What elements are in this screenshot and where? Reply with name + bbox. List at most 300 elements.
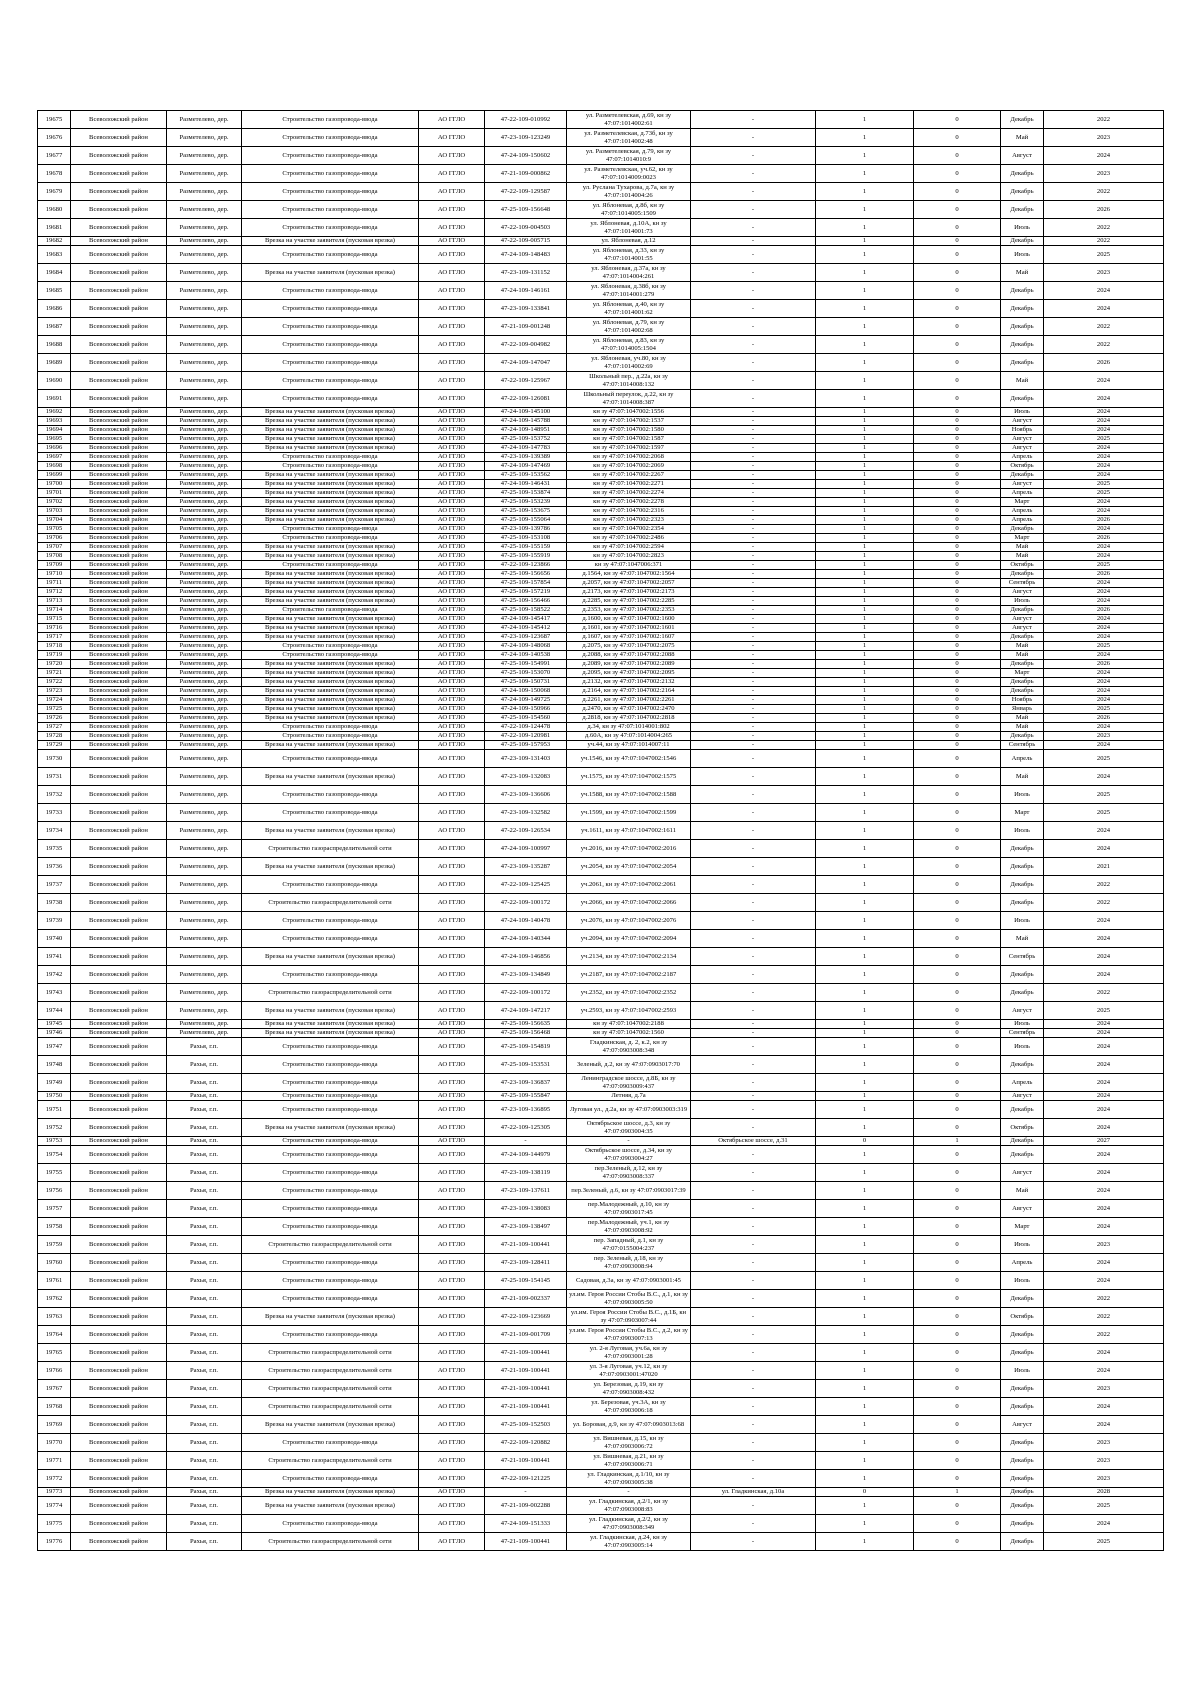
cell-district: Всеволожский район (71, 669, 167, 678)
cell-row-number: 19748 (38, 1056, 71, 1074)
cell-count-with-application: 1 (816, 507, 914, 516)
table-row (38, 1272, 1164, 1290)
cell-address-no-application: - (691, 129, 816, 147)
table-row (38, 750, 1164, 768)
table-row (38, 714, 1164, 723)
cell-settlement: Разметелево, дер. (167, 705, 242, 714)
cell-settlement: Разметелево, дер. (167, 858, 242, 876)
cell-count-without-application: 0 (914, 129, 1001, 147)
cell-application-number: 47-24-109-144979 (485, 1146, 567, 1164)
table-row (38, 1218, 1164, 1236)
cell-year: 2023 (1044, 165, 1164, 183)
cell-work-type: Строительство газораспределительной сети (242, 1398, 419, 1416)
cell-month: Август (1001, 480, 1044, 489)
cell-count-without-application: 0 (914, 543, 1001, 552)
cell-year: 2024 (1044, 588, 1164, 597)
cell-work-type: Строительство газораспределительной сети (242, 1452, 419, 1470)
cell-address-cadastral: ул. Гладкинская, д.2/1, кн зу 47:07:0903008:83 (567, 1497, 691, 1515)
cell-address-cadastral: ул. Разметелевская, д.73б, кн зу 47:07:1014002:48 (567, 129, 691, 147)
cell-settlement: Разметелево, дер. (167, 750, 242, 768)
cell-row-number: 19693 (38, 417, 71, 426)
cell-work-type: Строительство газопровода-ввода (242, 354, 419, 372)
cell-count-with-application: 1 (816, 768, 914, 786)
cell-application-number: 47-25-109-157219 (485, 588, 567, 597)
cell-count-without-application: 0 (914, 1236, 1001, 1254)
cell-count-with-application: 1 (816, 300, 914, 318)
cell-application-number: 47-23-109-132582 (485, 804, 567, 822)
table-row (38, 246, 1164, 264)
table-row (38, 1470, 1164, 1488)
cell-address-no-application: - (691, 1119, 816, 1137)
cell-row-number: 19738 (38, 894, 71, 912)
cell-address-no-application: - (691, 354, 816, 372)
cell-settlement: Разметелево, дер. (167, 237, 242, 246)
cell-district: Всеволожский район (71, 1137, 167, 1146)
cell-year: 2026 (1044, 606, 1164, 615)
cell-month: Март (1001, 669, 1044, 678)
table-row (38, 705, 1164, 714)
cell-organization: АО ГГЛО (419, 750, 485, 768)
cell-address-cadastral: ул.им. Героя России Стобы В.С., д.1, кн зу 47:07:0903005:50 (567, 1290, 691, 1308)
cell-month: Апрель (1001, 750, 1044, 768)
cell-address-no-application: - (691, 453, 816, 462)
cell-address-no-application: - (691, 1380, 816, 1398)
cell-district: Всеволожский район (71, 390, 167, 408)
cell-settlement: Рахья, г.п. (167, 1290, 242, 1308)
cell-organization: АО ГГЛО (419, 372, 485, 390)
cell-month: Ноябрь (1001, 696, 1044, 705)
cell-application-number: 47-25-109-156466 (485, 597, 567, 606)
cell-organization: АО ГГЛО (419, 435, 485, 444)
cell-settlement: Разметелево, дер. (167, 417, 242, 426)
cell-settlement: Рахья, г.п. (167, 1164, 242, 1182)
cell-work-type: Строительство газопровода-ввода (242, 300, 419, 318)
table-row (38, 318, 1164, 336)
cell-year: 2023 (1044, 1470, 1164, 1488)
cell-year: 2024 (1044, 147, 1164, 165)
cell-settlement: Разметелево, дер. (167, 453, 242, 462)
cell-row-number: 19733 (38, 804, 71, 822)
cell-work-type: Строительство газопровода-ввода (242, 1101, 419, 1119)
cell-count-with-application: 1 (816, 678, 914, 687)
cell-district: Всеволожский район (71, 633, 167, 642)
cell-address-no-application: - (691, 732, 816, 741)
cell-month: Октябрь (1001, 1308, 1044, 1326)
cell-year: 2024 (1044, 1056, 1164, 1074)
cell-address-cadastral: ул. Яблоневая, д.8б, кн зу 47:07:1014005:1509 (567, 201, 691, 219)
table-row (38, 588, 1164, 597)
table-row (38, 579, 1164, 588)
cell-settlement: Разметелево, дер. (167, 372, 242, 390)
cell-address-cadastral: д.2470, кн зу 47:07:1047002:2470 (567, 705, 691, 714)
cell-address-no-application: - (691, 894, 816, 912)
cell-address-no-application: - (691, 183, 816, 201)
cell-work-type: Врезка на участке заявителя (пусковая врезка) (242, 516, 419, 525)
cell-row-number: 19774 (38, 1497, 71, 1515)
cell-row-number: 19753 (38, 1137, 71, 1146)
cell-work-type: Врезка на участке заявителя (пусковая врезка) (242, 471, 419, 480)
cell-work-type: Врезка на участке заявителя (пусковая врезка) (242, 615, 419, 624)
cell-application-number: 47-25-109-156656 (485, 570, 567, 579)
cell-organization: АО ГГЛО (419, 1137, 485, 1146)
cell-district: Всеволожский район (71, 723, 167, 732)
cell-count-with-application: 1 (816, 525, 914, 534)
cell-row-number: 19678 (38, 165, 71, 183)
cell-district: Всеволожский район (71, 750, 167, 768)
cell-row-number: 19767 (38, 1380, 71, 1398)
cell-address-no-application: - (691, 840, 816, 858)
cell-year: 2024 (1044, 543, 1164, 552)
cell-district: Всеволожский район (71, 1470, 167, 1488)
cell-district: Всеволожский район (71, 408, 167, 417)
cell-row-number: 19701 (38, 489, 71, 498)
cell-work-type: Строительство газопровода-ввода (242, 1200, 419, 1218)
cell-work-type: Строительство газораспределительной сети (242, 894, 419, 912)
cell-month: Июль (1001, 219, 1044, 237)
cell-address-no-application: - (691, 624, 816, 633)
cell-year: 2024 (1044, 1254, 1164, 1272)
cell-settlement: Разметелево, дер. (167, 282, 242, 300)
cell-application-number: 47-21-109-100441 (485, 1344, 567, 1362)
cell-address-cadastral: ул. Яблоневая, д.12 (567, 237, 691, 246)
cell-address-cadastral: кн зу 47:07:1047002:2068 (567, 453, 691, 462)
cell-year: 2025 (1044, 561, 1164, 570)
cell-count-with-application: 1 (816, 597, 914, 606)
cell-address-cadastral: ул. Яблоневая, д.37а, кн зу 47:07:1014004:261 (567, 264, 691, 282)
cell-month: Август (1001, 588, 1044, 597)
cell-row-number: 19728 (38, 732, 71, 741)
cell-organization: АО ГГЛО (419, 219, 485, 237)
cell-work-type: Строительство газопровода-ввода (242, 525, 419, 534)
cell-application-number: 47-22-109-005715 (485, 237, 567, 246)
cell-address-cadastral: д.1564, кн зу 47:07:1047002:1564 (567, 570, 691, 579)
table-row (38, 597, 1164, 606)
cell-count-with-application: 1 (816, 1164, 914, 1182)
cell-row-number: 19764 (38, 1326, 71, 1344)
cell-application-number: 47-24-109-148483 (485, 246, 567, 264)
cell-month: Июль (1001, 246, 1044, 264)
cell-count-without-application: 0 (914, 750, 1001, 768)
cell-application-number: 47-24-109-140478 (485, 912, 567, 930)
cell-settlement: Разметелево, дер. (167, 435, 242, 444)
cell-month: Декабрь (1001, 1497, 1044, 1515)
cell-work-type: Строительство газопровода-ввода (242, 1470, 419, 1488)
cell-address-cadastral: Ленинградское шоссе, д.8Б, кн зу 47:07:0903009:437 (567, 1074, 691, 1092)
cell-count-with-application: 1 (816, 264, 914, 282)
cell-application-number: 47-22-109-125305 (485, 1119, 567, 1137)
cell-row-number: 19729 (38, 741, 71, 750)
cell-work-type: Строительство газопровода-ввода (242, 606, 419, 615)
table-row (38, 354, 1164, 372)
cell-settlement: Рахья, г.п. (167, 1137, 242, 1146)
cell-count-without-application: 0 (914, 597, 1001, 606)
cell-address-no-application: - (691, 1254, 816, 1272)
cell-work-type: Врезка на участке заявителя (пусковая врезка) (242, 714, 419, 723)
cell-application-number: 47-23-109-139389 (485, 453, 567, 462)
table-row (38, 840, 1164, 858)
cell-year: 2022 (1044, 894, 1164, 912)
cell-address-no-application: - (691, 948, 816, 966)
cell-settlement: Разметелево, дер. (167, 165, 242, 183)
cell-year: 2024 (1044, 462, 1164, 471)
cell-work-type: Строительство газопровода-ввода (242, 723, 419, 732)
cell-count-without-application: 0 (914, 1056, 1001, 1074)
cell-organization: АО ГГЛО (419, 1101, 485, 1119)
cell-row-number: 19771 (38, 1452, 71, 1470)
cell-organization: АО ГГЛО (419, 516, 485, 525)
cell-settlement: Разметелево, дер. (167, 984, 242, 1002)
cell-address-no-application: - (691, 606, 816, 615)
cell-address-no-application: - (691, 336, 816, 354)
cell-count-with-application: 1 (816, 1398, 914, 1416)
cell-year: 2025 (1044, 1533, 1164, 1551)
cell-count-without-application: 0 (914, 858, 1001, 876)
cell-count-without-application: 0 (914, 678, 1001, 687)
cell-month: Апрель (1001, 516, 1044, 525)
cell-month: Август (1001, 417, 1044, 426)
cell-address-no-application: - (691, 822, 816, 840)
cell-month: Август (1001, 624, 1044, 633)
cell-settlement: Разметелево, дер. (167, 786, 242, 804)
cell-district: Всеволожский район (71, 237, 167, 246)
cell-count-with-application: 1 (816, 804, 914, 822)
cell-settlement: Рахья, г.п. (167, 1416, 242, 1434)
cell-month: Июль (1001, 1236, 1044, 1254)
cell-row-number: 19705 (38, 525, 71, 534)
cell-organization: АО ГГЛО (419, 552, 485, 561)
cell-work-type: Строительство газопровода-ввода (242, 1038, 419, 1056)
cell-district: Всеволожский район (71, 741, 167, 750)
cell-row-number: 19697 (38, 453, 71, 462)
cell-address-cadastral: уч.44, кн зу 47:07:1014007:11 (567, 741, 691, 750)
cell-year: 2024 (1044, 1344, 1164, 1362)
cell-application-number: 47-25-109-150731 (485, 678, 567, 687)
cell-year: 2024 (1044, 1074, 1164, 1092)
cell-month: Декабрь (1001, 984, 1044, 1002)
cell-organization: АО ГГЛО (419, 1002, 485, 1020)
cell-address-no-application: - (691, 1236, 816, 1254)
cell-settlement: Разметелево, дер. (167, 390, 242, 408)
cell-count-without-application: 0 (914, 696, 1001, 705)
cell-address-no-application: - (691, 1038, 816, 1056)
cell-work-type: Строительство газопровода-ввода (242, 111, 419, 129)
cell-application-number: 47-21-109-001709 (485, 1326, 567, 1344)
cell-address-no-application: - (691, 1416, 816, 1434)
cell-count-with-application: 1 (816, 543, 914, 552)
cell-address-no-application: - (691, 696, 816, 705)
cell-organization: АО ГГЛО (419, 1362, 485, 1380)
cell-work-type: Врезка на участке заявителя (пусковая врезка) (242, 480, 419, 489)
table-row (38, 606, 1164, 615)
cell-district: Всеволожский район (71, 1533, 167, 1551)
cell-month: Декабрь (1001, 183, 1044, 201)
cell-row-number: 19772 (38, 1470, 71, 1488)
table-row (38, 1074, 1164, 1092)
cell-count-without-application: 0 (914, 1515, 1001, 1533)
cell-district: Всеволожский район (71, 948, 167, 966)
cell-district: Всеволожский район (71, 489, 167, 498)
table-row (38, 471, 1164, 480)
cell-address-cadastral: ул. Березовая, уч.3А, кн зу 47:07:0903006:18 (567, 1398, 691, 1416)
cell-row-number: 19749 (38, 1074, 71, 1092)
cell-address-no-application: ул. Гладкинская, д.10а (691, 1488, 816, 1497)
cell-count-without-application: 0 (914, 633, 1001, 642)
cell-work-type: Строительство газопровода-ввода (242, 534, 419, 543)
cell-row-number: 19757 (38, 1200, 71, 1218)
cell-row-number: 19715 (38, 615, 71, 624)
cell-application-number: 47-21-109-100441 (485, 1533, 567, 1551)
cell-address-no-application: - (691, 804, 816, 822)
cell-year: 2024 (1044, 678, 1164, 687)
cell-district: Всеволожский район (71, 579, 167, 588)
cell-address-cadastral: д.1607, кн зу 47:07:1047002:1607 (567, 633, 691, 642)
cell-settlement: Рахья, г.п. (167, 1218, 242, 1236)
cell-district: Всеволожский район (71, 201, 167, 219)
cell-count-without-application: 0 (914, 1092, 1001, 1101)
cell-count-without-application: 0 (914, 822, 1001, 840)
cell-application-number: 47-21-109-100441 (485, 1398, 567, 1416)
cell-month: Январь (1001, 705, 1044, 714)
cell-month: Май (1001, 129, 1044, 147)
cell-count-with-application: 1 (816, 183, 914, 201)
cell-count-without-application: 0 (914, 1146, 1001, 1164)
cell-year: 2024 (1044, 1362, 1164, 1380)
cell-count-with-application: 1 (816, 1272, 914, 1290)
cell-district: Всеволожский район (71, 768, 167, 786)
cell-month: Декабрь (1001, 300, 1044, 318)
cell-application-number: 47-25-109-155159 (485, 543, 567, 552)
cell-application-number: 47-22-109-010992 (485, 111, 567, 129)
cell-row-number: 19735 (38, 840, 71, 858)
cell-address-no-application: - (691, 1497, 816, 1515)
cell-organization: АО ГГЛО (419, 768, 485, 786)
cell-count-with-application: 1 (816, 165, 914, 183)
cell-year: 2024 (1044, 471, 1164, 480)
cell-application-number: 47-25-109-153070 (485, 669, 567, 678)
cell-application-number: 47-23-109-131403 (485, 750, 567, 768)
cell-district: Всеволожский район (71, 462, 167, 471)
cell-address-no-application: - (691, 237, 816, 246)
cell-address-no-application: - (691, 552, 816, 561)
cell-address-no-application: - (691, 219, 816, 237)
cell-address-no-application: - (691, 1164, 816, 1182)
cell-application-number: 47-21-109-100441 (485, 1362, 567, 1380)
cell-count-without-application: 0 (914, 219, 1001, 237)
cell-work-type: Врезка на участке заявителя (пусковая врезка) (242, 858, 419, 876)
cell-organization: АО ГГЛО (419, 1380, 485, 1398)
cell-application-number: 47-25-109-154145 (485, 1272, 567, 1290)
cell-organization: АО ГГЛО (419, 714, 485, 723)
table-row (38, 219, 1164, 237)
cell-address-cadastral: д.2164, кн зу 47:07:1047002:2164 (567, 687, 691, 696)
cell-district: Всеволожский район (71, 804, 167, 822)
cell-address-no-application: - (691, 570, 816, 579)
cell-count-with-application: 1 (816, 1254, 914, 1272)
cell-row-number: 19723 (38, 687, 71, 696)
cell-application-number: 47-22-109-004982 (485, 336, 567, 354)
cell-district: Всеволожский район (71, 966, 167, 984)
cell-year: 2024 (1044, 1182, 1164, 1200)
cell-organization: АО ГГЛО (419, 1344, 485, 1362)
cell-row-number: 19752 (38, 1119, 71, 1137)
cell-organization: АО ГГЛО (419, 597, 485, 606)
cell-district: Всеволожский район (71, 1002, 167, 1020)
cell-month: Март (1001, 534, 1044, 543)
table-row (38, 1497, 1164, 1515)
table-row (38, 444, 1164, 453)
cell-work-type: Врезка на участке заявителя (пусковая врезка) (242, 417, 419, 426)
cell-district: Всеволожский район (71, 1254, 167, 1272)
cell-row-number: 19773 (38, 1488, 71, 1497)
cell-row-number: 19688 (38, 336, 71, 354)
cell-organization: АО ГГЛО (419, 1119, 485, 1137)
cell-work-type: Врезка на участке заявителя (пусковая врезка) (242, 669, 419, 678)
cell-year: 2024 (1044, 948, 1164, 966)
cell-month: Март (1001, 498, 1044, 507)
cell-district: Всеволожский район (71, 354, 167, 372)
cell-month: Август (1001, 1200, 1044, 1218)
cell-settlement: Разметелево, дер. (167, 1029, 242, 1038)
table-row (38, 1380, 1164, 1398)
cell-row-number: 19695 (38, 435, 71, 444)
cell-organization: АО ГГЛО (419, 804, 485, 822)
cell-work-type: Врезка на участке заявителя (пусковая врезка) (242, 948, 419, 966)
cell-organization: АО ГГЛО (419, 1470, 485, 1488)
cell-district: Всеволожский район (71, 840, 167, 858)
cell-row-number: 19694 (38, 426, 71, 435)
cell-organization: АО ГГЛО (419, 579, 485, 588)
cell-month: Декабрь (1001, 525, 1044, 534)
cell-address-cadastral: д.2075, кн зу 47:07:1047002:2075 (567, 642, 691, 651)
cell-organization: АО ГГЛО (419, 147, 485, 165)
cell-district: Всеволожский район (71, 615, 167, 624)
cell-address-cadastral: ул. Боровая, д.9, кн зу 47:07:0903013:68 (567, 1416, 691, 1434)
table-row (38, 1146, 1164, 1164)
cell-settlement: Разметелево, дер. (167, 408, 242, 417)
table-row (38, 741, 1164, 750)
cell-row-number: 19727 (38, 723, 71, 732)
cell-month: Декабрь (1001, 1398, 1044, 1416)
cell-settlement: Рахья, г.п. (167, 1200, 242, 1218)
cell-district: Всеволожский район (71, 1074, 167, 1092)
cell-count-without-application: 0 (914, 1218, 1001, 1236)
cell-month: Июль (1001, 822, 1044, 840)
cell-row-number: 19687 (38, 318, 71, 336)
cell-address-cadastral: кн зу 47:07:1047002:2354 (567, 525, 691, 534)
cell-year: 2024 (1044, 723, 1164, 732)
cell-count-without-application: 0 (914, 561, 1001, 570)
cell-work-type: Строительство газопровода-ввода (242, 1056, 419, 1074)
cell-month: Декабрь (1001, 282, 1044, 300)
cell-organization: АО ГГЛО (419, 300, 485, 318)
cell-count-without-application: 0 (914, 624, 1001, 633)
cell-address-cadastral: ул. Яблоневая, д.33, кн зу 47:07:1014001:55 (567, 246, 691, 264)
cell-district: Всеволожский район (71, 1362, 167, 1380)
table-row (38, 768, 1164, 786)
table-row (38, 1137, 1164, 1146)
cell-address-cadastral: д.2173, кн зу 47:07:1047002:2173 (567, 588, 691, 597)
cell-address-cadastral: кн зу 47:07:1047002:2486 (567, 534, 691, 543)
cell-count-without-application: 0 (914, 183, 1001, 201)
cell-year: 2024 (1044, 822, 1164, 840)
cell-address-no-application: - (691, 660, 816, 669)
cell-settlement: Разметелево, дер. (167, 534, 242, 543)
cell-district: Всеволожский район (71, 1119, 167, 1137)
cell-settlement: Рахья, г.п. (167, 1236, 242, 1254)
table-row (38, 660, 1164, 669)
cell-application-number: 47-22-109-129587 (485, 183, 567, 201)
cell-settlement: Разметелево, дер. (167, 642, 242, 651)
